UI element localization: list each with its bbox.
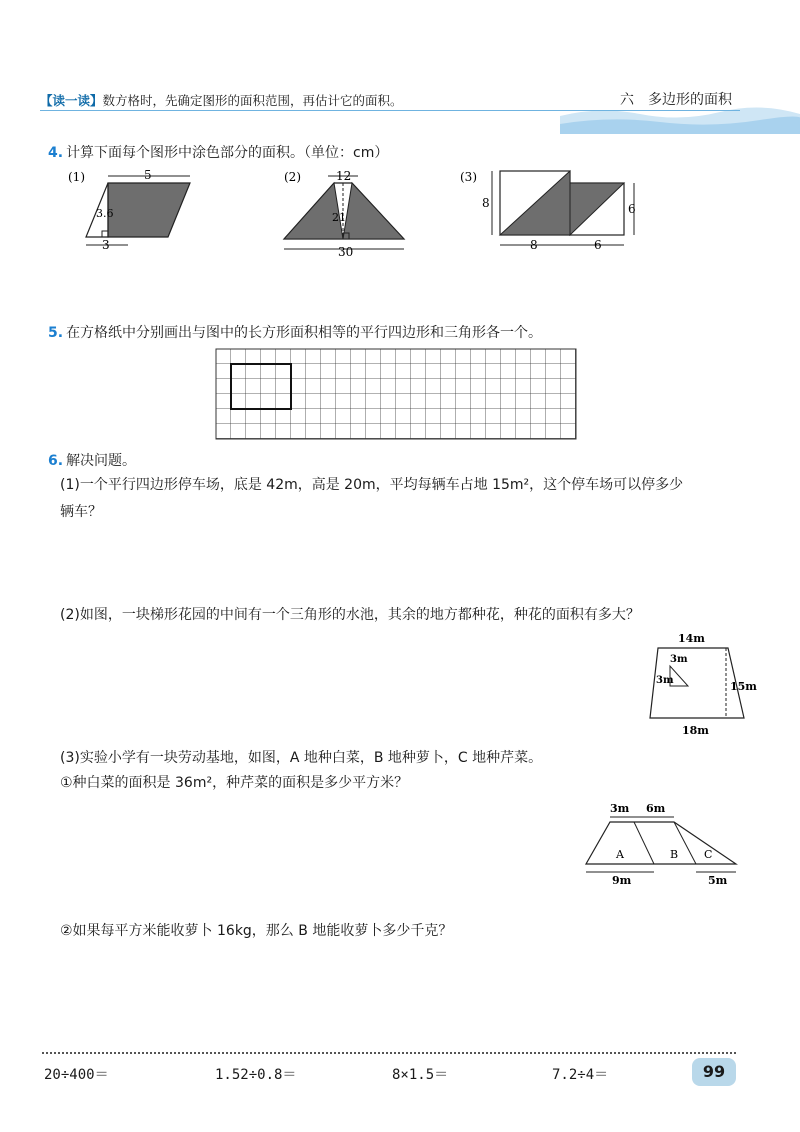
mental-math-1: 20÷400＝ xyxy=(44,1067,109,1083)
fig3-bottom-left-label: 8 xyxy=(530,238,538,252)
fig2-base-label: 30 xyxy=(338,245,354,259)
garden-height-label: 15m xyxy=(730,680,757,693)
fig1-base-label: 3 xyxy=(102,238,110,252)
mental-math-3: 8×1.5＝ xyxy=(392,1067,449,1083)
chapter-title: 六 多边形的面积 xyxy=(620,92,732,108)
mental-math-4: 7.2÷4＝ xyxy=(552,1067,609,1083)
problem-6-1 xyxy=(60,472,760,526)
figure-4-1 xyxy=(60,165,200,260)
base-divider-ab xyxy=(634,822,654,864)
fig2-shaded-right xyxy=(343,183,404,239)
question-6-number: 6. xyxy=(48,453,64,469)
garden-bottom-label: 18m xyxy=(682,724,709,737)
fig3-shaded-right xyxy=(570,183,624,235)
fig3-bottom-right-label: 6 xyxy=(594,238,602,252)
reading-tip xyxy=(40,91,403,109)
fig3-shaded-left xyxy=(500,171,570,235)
base-top1-label: 3m xyxy=(610,802,630,815)
page-number: 99 xyxy=(692,1058,736,1086)
question-6-text: 解决问题。 xyxy=(66,453,137,469)
region-c-label: C xyxy=(704,848,713,861)
question-5-text: 在方格纸中分别画出与图中的长方形面积相等的平行四边形和三角形各一个。 xyxy=(66,325,543,341)
fig3-right-h-label: 6 xyxy=(628,202,636,216)
header-line xyxy=(40,110,740,111)
region-a-label: A xyxy=(616,848,624,861)
base-bottom2-label: 5m xyxy=(708,874,728,887)
grid-paper[interactable] xyxy=(215,348,587,440)
question-5-number: 5. xyxy=(48,325,64,341)
fig2-top-label: 12 xyxy=(336,169,352,183)
footer-dotted-line xyxy=(42,1052,736,1054)
question-5 xyxy=(48,322,542,342)
pond-height-label: 3m xyxy=(656,675,674,686)
question-6 xyxy=(48,450,136,470)
base-outline xyxy=(586,822,736,864)
fig1-label: (1) xyxy=(68,170,85,184)
base-top2-label: 6m xyxy=(646,802,666,815)
problem-6-2: (2)如图，一块梯形花园的中间有一个三角形的水池，其余的地方都种花，种花的面积有多大？ xyxy=(60,607,640,623)
tip-text: 数方格时，先确定图形的面积范围，再估计它的面积。 xyxy=(102,93,403,108)
figure-4-2 xyxy=(280,165,410,265)
base-bottom1-label: 9m xyxy=(612,874,632,887)
mental-math-2: 1.52÷0.8＝ xyxy=(215,1067,297,1083)
fig2-height-label: 21 xyxy=(332,211,346,224)
tip-tag: 【读一读】 xyxy=(40,93,103,108)
question-4-text: 计算下面每个图形中涂色部分的面积。（单位：cm） xyxy=(66,145,389,161)
problem-6-1-line1: (1)一个平行四边形停车场，底是 42m，高是 20m，平均每辆车占地 15m²，这个停车场可以停多少 xyxy=(60,477,684,493)
problem-6-1-line2: 辆车？ xyxy=(60,504,102,520)
question-4 xyxy=(48,142,388,162)
pond-width-label: 3m xyxy=(670,654,688,665)
region-b-label: B xyxy=(670,848,679,861)
fig3-label: (3) xyxy=(460,170,477,184)
fig1-right-angle xyxy=(102,231,108,237)
garden-trapezoid-figure xyxy=(638,628,768,743)
grid-area[interactable] xyxy=(216,349,576,439)
fig1-top-label: 5 xyxy=(144,168,152,182)
fig2-label: (2) xyxy=(284,170,301,184)
garden-top-label: 14m xyxy=(678,632,705,645)
figure-4-3 xyxy=(458,165,658,260)
fig3-left-h-label: 8 xyxy=(482,196,490,210)
labor-base-figure xyxy=(584,800,744,890)
problem-6-3: (3)实验小学有一块劳动基地，如图，A 地种白菜，B 地种萝卜，C 地种芹菜。 xyxy=(60,750,543,766)
fig1-height-label: 3.6 xyxy=(96,207,114,220)
problem-6-3-q1: ①种白菜的面积是 36m²，种芹菜的面积是多少平方米？ xyxy=(60,775,409,791)
problem-6-3-q2: ②如果每平方米能收萝卜 16kg，那么 B 地能收萝卜多少千克？ xyxy=(60,923,453,939)
question-4-number: 4. xyxy=(48,145,64,161)
fig1-shaded-trapezoid xyxy=(108,183,190,237)
